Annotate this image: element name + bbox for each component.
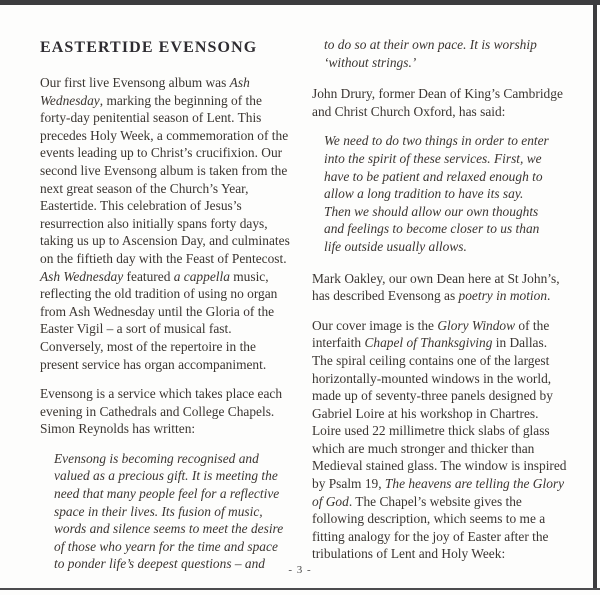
block-quote-reynolds: Evensong is becoming recognised and valued as a precious gift. It is meeting the need that many people feel for a reflective space in their lives. Its fusion of music, words and silence seems to meet the desire of those who yearn for the time and space to ponder life’s deepest questions – and [54,450,284,572]
inline-emphasis: Ash Wednesday [40,75,250,108]
paragraph-evensong-service: Evensong is a service which takes place each evening in Cathedrals and College Chapels. Simon Reynolds has written: [40,386,283,437]
scan-edge-top [0,0,600,5]
scan-edge-bottom [0,588,600,590]
paragraph-john-drury: John Drury, former Dean of King’s Cambridge and Christ Church Oxford, has said: [312,86,563,119]
scan-edge-right [593,0,597,590]
page-number: - 3 - [288,564,312,576]
block-quote-drury: We need to do two things in order to enter into the spirit of these services. First, we have to be patient and relaxed enough to allow a long tradition to have its say. Then we should allow our own thoughts and feelings to become closer to us than life outside usually allows. [324,133,549,254]
inline-emphasis: The heavens are telling the Glory of God [312,476,565,509]
left-column [40,36,295,587]
paragraph-mark-oakley: Mark Oakley, our own Dean here at St John’s, has described Evensong as poetry in motion. [312,270,560,304]
paragraph-cover-image: Our cover image is the Glory Window of the interfaith Chapel of Thanksgiving in Dallas. The spiral ceiling contains one of the largest horizontally-mounted windows in the world, made up of seventy-three panels designed by Gabriel Loire at his workshop in Chartres. Loire used 22 millimetre thick slabs of glass which are much stronger and thicker than Medieval stained glass. The window is inspired by Psalm 19, The heavens are telling the Glory of God. The Chapel’s website gives the following description, which seems to me a fitting analogy for the joy of Easter after the tribulations of Lent and Holy Week: [312,317,567,562]
page-title: EASTERTIDE EVENSONG [40,39,258,56]
paragraph-album-history: Our first live Evensong album was Ash Wednesday, marking the beginning of the forty-day penitential season of Lent. This precedes Holy Week, a commemoration of the events leading up to Christ’s crucifixion. Our second live Evensong album is taken from the next great season of the Church’s Year, Eastertide. This celebration of Jesus’s resurrection also initially spans forty days, taking us up to Ascension Day, and culminates on the fiftieth day with the Feast of Pentecost. Ash Wednesday featured a cappella music, reflecting the old tradition of using no organ from Ash Wednesday until the Gloria of the Easter Vigil – a sort of musical fast. Conversely, most of the repertoire in the present service has organ accompaniment. [40,75,290,372]
inline-emphasis: a cappella [173,268,230,284]
page-body [40,36,567,587]
block-quote-reynolds-continued: to do so at their own pace. It is worship ‘without strings.’ [324,37,537,70]
inline-emphasis: poetry in motion [458,288,548,304]
inline-emphasis: Chapel of Thanksgiving [364,335,493,351]
inline-emphasis: Glory Window [437,317,516,333]
right-column [312,36,567,587]
inline-emphasis: Ash Wednesday [40,268,124,284]
